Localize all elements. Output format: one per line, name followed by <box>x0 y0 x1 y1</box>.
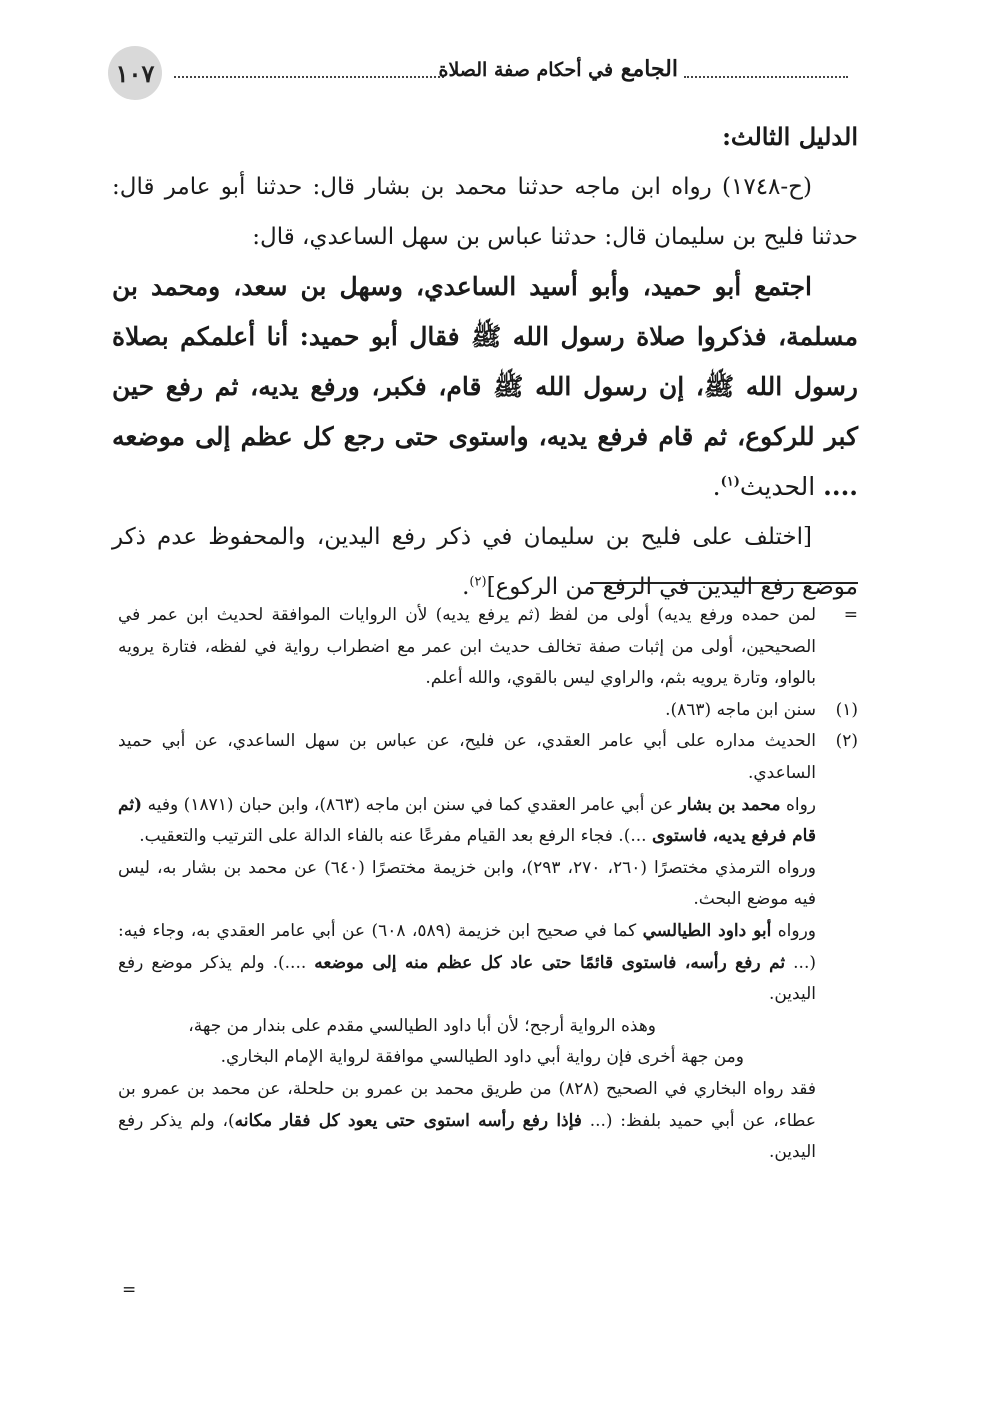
footnote-2-para-5: ومن جهة أخرى فإن رواية أبي داود الطيالسي موافقة لرواية الإمام البخاري. <box>220 1047 744 1068</box>
footnote-2-para-2: ورواه الترمذي مختصرًا (٢٦٠، ٢٧٠، ٢٩٣)، وابن خزيمة مختصرًا (٦٤٠) عن محمد بن بشار به، ليس فيه موضع البحث. <box>118 857 817 910</box>
header-dotted-rule-right <box>684 76 848 78</box>
footnote-ref-1[interactable]: (١) <box>720 474 740 490</box>
continuation-text: لمن حمده ورفع يديه) أولى من لفظ (ثم يرفع يديه) لأن الروايات الموافقة لحديث ابن عمر في الصحيحين، أولى من إثبات صفة تخالف حديث ابن عمر مع اضطراب رواية في لفظه، فتارة يرويه بالواو، وتارة يرويه بثم، والراوي ليس بالقوي، والله أعلم. <box>118 605 816 689</box>
footnotes <box>118 600 858 1169</box>
page-number: ١٠٧ <box>108 46 162 100</box>
hadith-text: اجتمع أبو حميد، وأبو أسيد الساعدي، وسهل بن سعد، ومحمد بن مسلمة، فذكروا صلاة رسول الله ﷺ فقال أبو حميد: أنا أعلمكم بصلاة رسول الله ﷺ، إن رسول الله ﷺ قام، فكبر، ورفع يديه، ثم رفع حين كبر للركوع، ثم قام فرفع يديه، واستوى حتى رجع كل عظم إلى موضعه .... الحديث$^{(١)}$. <box>112 272 858 501</box>
continuation-mark: = <box>843 605 858 625</box>
section-title: الدليل الثالث: <box>722 122 858 151</box>
header-dotted-rule-left <box>174 76 444 78</box>
footnote-2-text: الحديث مداره على أبي عامر العقدي، عن فليح، عن عباس بن سهل الساعدي، عن أبي حميد الساعدي. <box>118 731 816 783</box>
footnote-2-para-4: وهذه الرواية أرجح؛ لأن أبا داود الطيالسي مقدم على بندار من جهة، <box>188 1015 656 1036</box>
footnote-2-para-6: فقد رواه البخاري في الصحيح (٨٢٨) من طريق محمد بن عمرو بن حلحلة، عن محمد بن عمرو بن عطاء، عن أبي حميد بلفظ: (... فإذا رفع رأسه استوى حتى يعود كل فقار مكانه)، ولم يذكر رفع اليدين. <box>118 1078 816 1163</box>
main-text <box>112 112 858 612</box>
hadith-body: اجتمع أبو حميد، وأبو أسيد الساعدي، وسهل بن سعد، ومحمد بن مسلمة، فذكروا صلاة رسول الله ﷺ فقال أبو حميد: أنا أعلمكم بصلاة رسول الله ﷺ، إن رسول الله ﷺ قام، فكبر، ورفع يديه، ثم رفع حين كبر للركوع، ثم قام فرفع يديه، واستوى حتى رجع كل عظم إلى موضعه .... <box>112 272 858 501</box>
chain-of-narration <box>112 162 858 262</box>
hadith-tail: الحديث <box>739 472 824 501</box>
chain-line-2: حدثنا فليح بن سليمان قال: حدثنا عباس بن سهل الساعدي، قال: <box>252 224 858 250</box>
editor-note: [اختلف على فليح بن سليمان في ذكر رفع اليدين، والمحفوظ عدم ذكر موضع رفع اليدين في الرفع من الركوع]$^{(٢)}$. <box>112 524 858 600</box>
running-title-sub: في أحكام صفة الصلاة <box>438 59 614 81</box>
chain-line-1: (ح-١٧٤٨) رواه ابن ماجه حدثنا محمد بن بشار قال: حدثنا أبو عامر قال: <box>112 174 812 200</box>
footnote-2 <box>118 726 858 789</box>
page-header <box>108 46 848 98</box>
footnote-2-details <box>118 790 816 1169</box>
footnote-separator <box>590 582 858 584</box>
running-title-main: الجامع <box>620 56 678 82</box>
footnote-1-mark: (١) <box>835 699 858 720</box>
footnote-2-mark: (٢) <box>835 731 858 752</box>
footnote-1-text: سنن ابن ماجه (٨٦٣). <box>665 699 816 720</box>
running-title <box>439 56 679 82</box>
footnote-2-para-3: ورواه أبو داود الطيالسي كما في صحيح ابن خزيمة (٥٨٩، ٦٠٨) عن أبي عامر العقدي به، وجاء فيه: (... ثم رفع رأسه، فاستوى قائمًا حتى عاد كل عظم منه إلى موضعه ....). ولم يذكر موضع رفع اليدين. <box>118 920 816 1005</box>
continuation-end-mark: = <box>122 1280 137 1300</box>
footnote-continuation <box>118 600 858 695</box>
footnote-2-para-1: رواه محمد بن بشار عن أبي عامر العقدي كما في سنن ابن ماجه (٨٦٣)، وابن حبان (١٨٧١) وفيه (ثم قام فرفع يديه، فاستوى ...). فجاء الرفع بعد القيام مفرعًا عنه بالفاء الدالة على الترتيب والتعقيب. <box>118 794 817 847</box>
footnote-ref-2[interactable]: (٢) <box>469 574 487 590</box>
footnote-1 <box>118 695 858 727</box>
editor-note-text: [اختلف على فليح بن سليمان في ذكر رفع اليدين، والمحفوظ عدم ذكر موضع رفع اليدين في الرفع من الركوع] <box>112 524 858 600</box>
